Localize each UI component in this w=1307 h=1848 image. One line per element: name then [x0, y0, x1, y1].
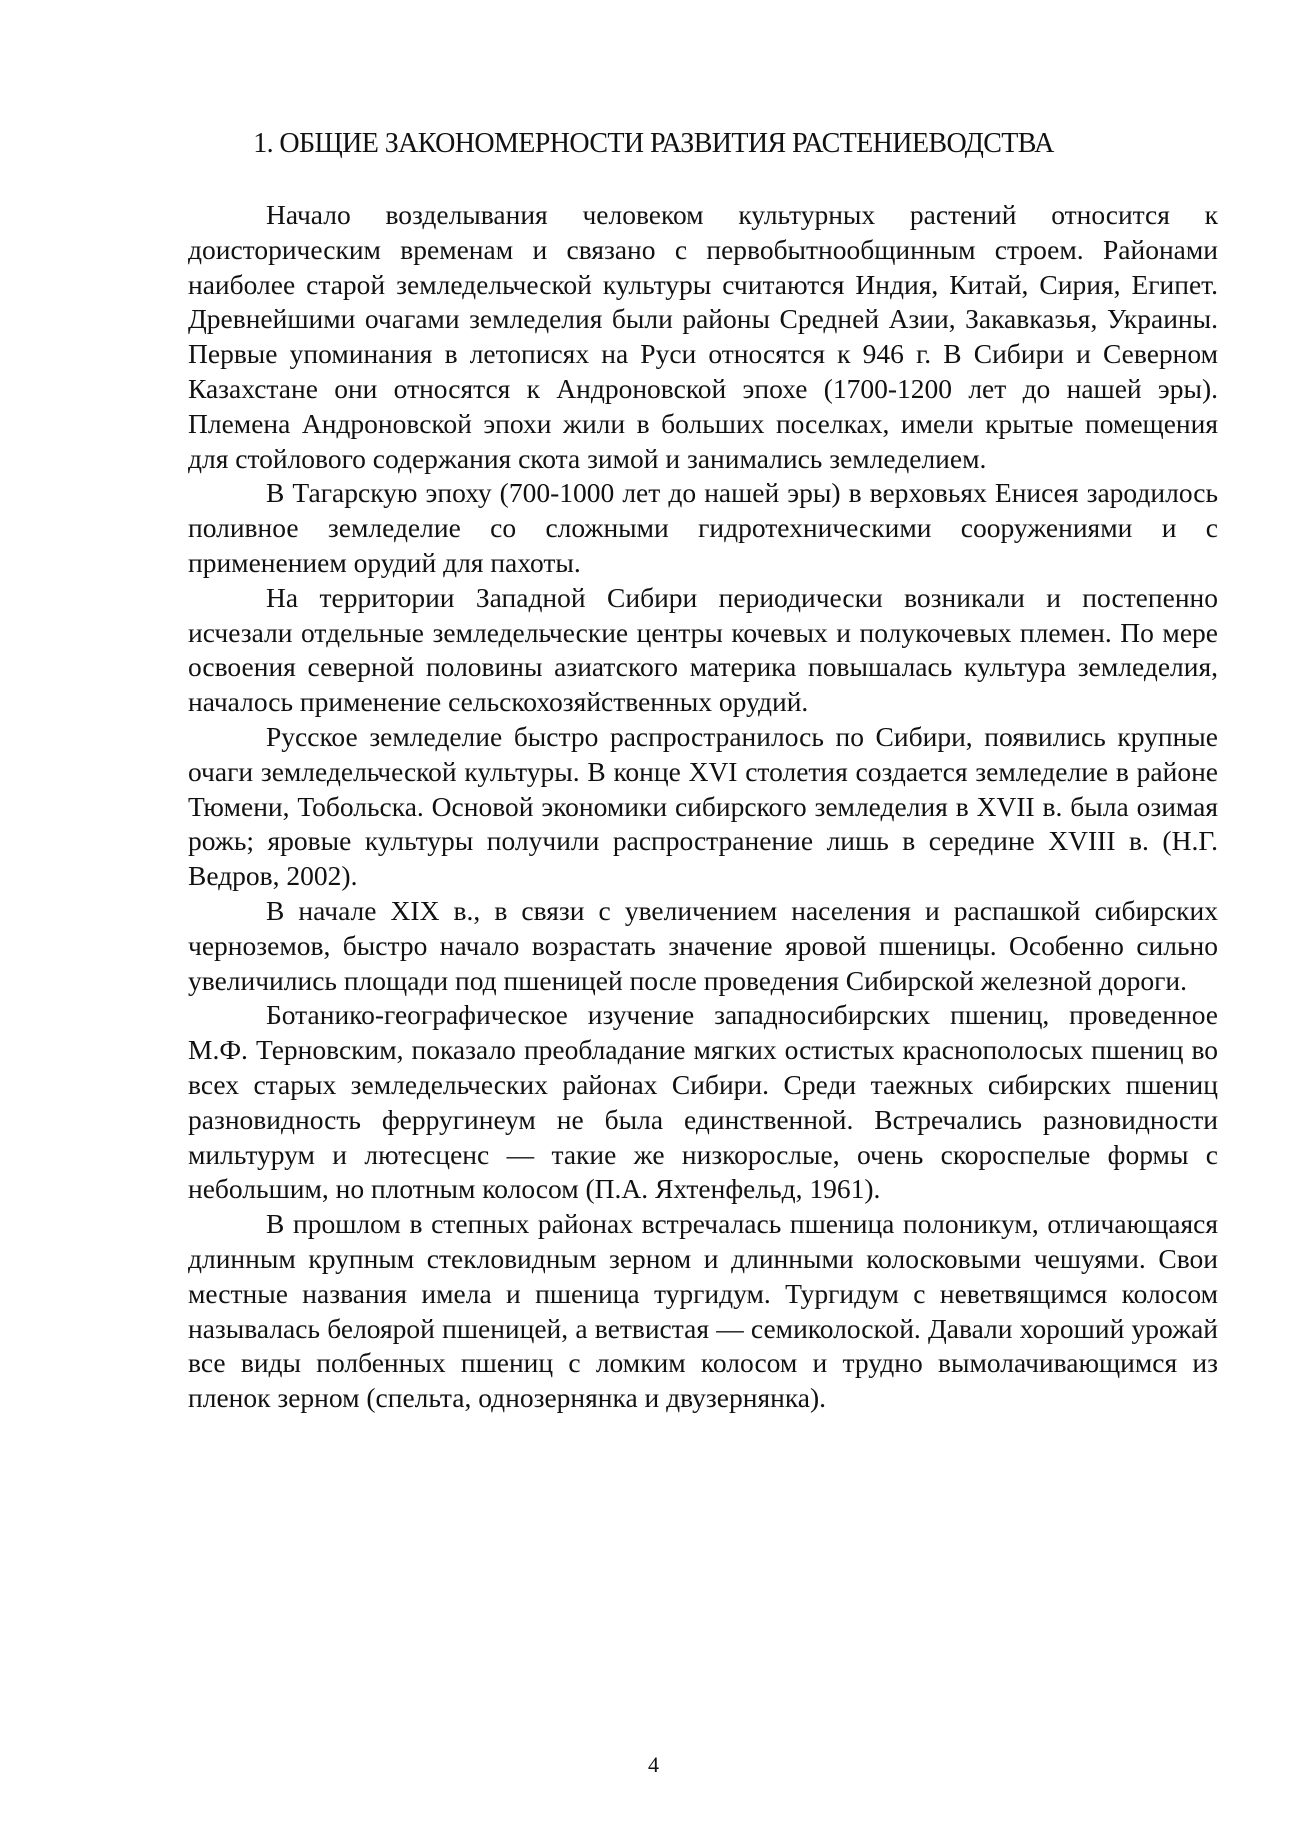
page-number: 4 [648, 1752, 659, 1777]
body-text [188, 198, 1218, 1416]
paragraph-5: В начале XIX в., в связи с увеличением населения и распашкой сибирских черноземов, быстро начало возрастать значение яровой пшеницы. Особенно сильно увеличились площади под пшеницей после проведения Сибирской железной дороги. [188, 894, 1218, 996]
paragraph-2: В Тагарскую эпоху (700-1000 лет до нашей эры) в верховьях Енисея зародилось поливное земледелие со сложными гидротехническими сооружениями и с применением орудий для пахоты. [188, 477, 1218, 578]
section-heading: 1. ОБЩИЕ ЗАКОНОМЕРНОСТИ РАЗВИТИЯ РАСТЕНИЕВОДСТВА [253, 128, 1054, 159]
paragraph-1: Начало возделывания человеком культурных растений относится к доисторическим временам и связано с первобытнообщинным строем. Районами наиболее старой земледельческой культуры считаются Индия, Китай, Сирия, Египет. Древнейшими очагами земледелия были районы Средней Азии, Закавказья, Украины. Первые упоминания в летописях на Руси относятся к 946 г. В Сибири и Северном Казахстане они относятся к Андроновской эпохе (1700-1200 лет до нашей эры). Племена Андроновской эпохи жили в больших поселках, имели крытые помещения для стойлового содержания скота зимой и занимались земледелием. [188, 199, 1218, 474]
paragraph-7: В прошлом в степных районах встречалась пшеница полоникум, отличающаяся длинным крупным стекловидным зерном и длинными колосковыми чешуями. Свои местные названия имела и пшеница тургидум. Тургидум с неветвящимся колосом называлась белоярой пшеницей, а ветвистая — семиколоской. Давали хороший урожай все виды полбенных пшениц с ломким колосом и трудно вымолачивающимся из пленок зерном (спельта, однозернянка и двузернянка). [188, 1208, 1218, 1414]
paragraph-6: Ботанико-географическое изучение западносибирских пшениц, проведенное М.Ф. Терновским, показало преобладание мягких остистых краснополосых пшениц во всех старых земледельческих районах Сибири. Среди таежных сибирских пшениц разновидность ферругинеум не была единственной. Встречались разновидности мильтурум и лютесценс — такие же низкорослые, очень скороспелые формы с небольшим, но плотным колосом (П.А. Яхтенфельд, 1961). [188, 999, 1218, 1205]
paragraph-3: На территории Западной Сибири периодически возникали и постепенно исчезали отдельные земледельческие центры кочевых и полукочевых племен. По мере освоения северной половины азиатского материка повышалась культура земледелия, началось применение сельскохозяйственных орудий. [188, 581, 1218, 718]
paragraph-4: Русское земледелие быстро распространилось по Сибири, появились крупные очаги земледельческой культуры. В конце XVI столетия создается земледелие в районе Тюмени, Тобольска. Основой экономики сибирского земледелия в XVII в. была озимая рожь; яровые культуры получили распространение лишь в середине XVIII в. (Н.Г. Ведров, 2002). [188, 720, 1218, 892]
